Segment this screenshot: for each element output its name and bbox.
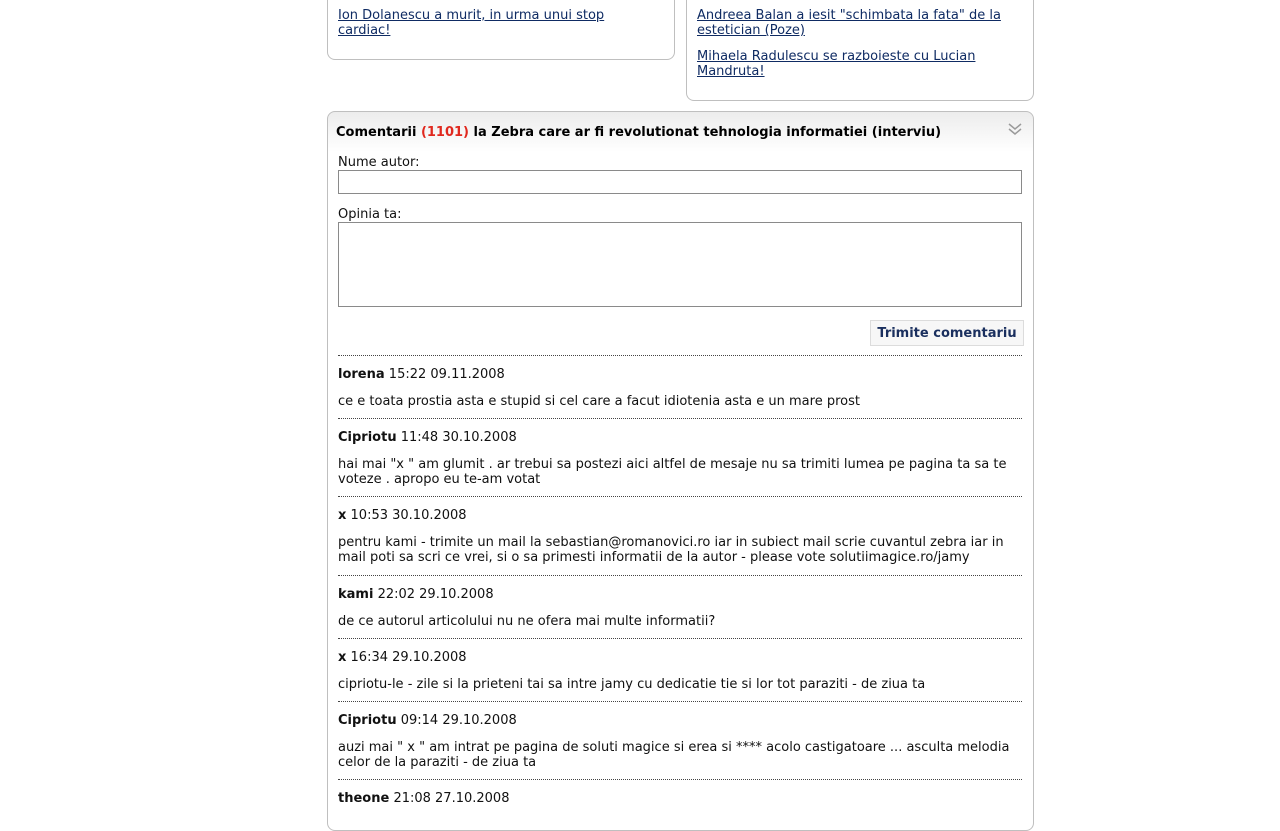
comments-heading-prefix: Comentarii bbox=[336, 125, 417, 140]
comment-datetime: 10:53 30.10.2008 bbox=[350, 508, 467, 523]
comment-text: de ce autorul articolului nu ne ofera mai multe informatii? bbox=[338, 614, 716, 629]
comment-count: (1101) bbox=[420, 125, 470, 140]
author-name-input[interactable] bbox=[338, 170, 1022, 194]
related-articles-box-left bbox=[327, 0, 675, 60]
comments-heading-suffix: la Zebra care ar fi revolutionat tehnologia informatiei (interviu) bbox=[473, 125, 942, 140]
divider bbox=[338, 418, 1022, 419]
divider bbox=[338, 575, 1022, 576]
related-articles-box-right bbox=[686, 0, 1034, 101]
comment-meta bbox=[338, 587, 494, 602]
opinion-textarea[interactable] bbox=[338, 222, 1022, 307]
comment-meta bbox=[338, 713, 517, 728]
divider bbox=[338, 638, 1022, 639]
divider bbox=[338, 496, 1022, 497]
comment-author: Cipriotu bbox=[338, 430, 397, 445]
comment-meta bbox=[338, 791, 509, 806]
comment-meta bbox=[338, 430, 517, 445]
opinion-label: Opinia ta: bbox=[338, 207, 402, 222]
related-article-link[interactable]: Andreea Balan a iesit "schimbata la fata" de la estetician (Poze) bbox=[697, 8, 1001, 38]
comment-meta bbox=[338, 367, 505, 382]
comment-datetime: 21:08 27.10.2008 bbox=[393, 791, 510, 806]
comment-author: x bbox=[338, 650, 347, 665]
comment-datetime: 15:22 09.11.2008 bbox=[388, 367, 505, 382]
comment-datetime: 11:48 30.10.2008 bbox=[400, 430, 517, 445]
comment-meta bbox=[338, 508, 467, 523]
comment-author: lorena bbox=[338, 367, 385, 382]
comment-text: pentru kami - trimite un mail la sebastian@romanovici.ro iar in subiect mail scrie cuvantul zebra iar in mail poti sa scri ce vrei, si o sa primesti informatii de la autor - please vote solutiimagice.ro/jamy bbox=[338, 535, 1004, 565]
comments-panel bbox=[327, 111, 1034, 831]
related-article-link[interactable]: Ion Dolanescu a murit, in urma unui stop cardiac! bbox=[338, 8, 605, 38]
comment-text: cipriotu-le - zile si la prieteni tai sa intre jamy cu dedicatie tie si lor tot paraziti - de ziua ta bbox=[338, 677, 926, 692]
submit-comment-button[interactable]: Trimite comentariu bbox=[870, 320, 1024, 346]
divider bbox=[338, 701, 1022, 702]
comment-author: x bbox=[338, 508, 347, 523]
comment-datetime: 16:34 29.10.2008 bbox=[350, 650, 467, 665]
related-article-link[interactable]: Mihaela Radulescu se razboieste cu Lucian Mandruta! bbox=[697, 49, 976, 79]
comment-text: auzi mai " x " am intrat pe pagina de soluti magice si erea si **** acolo castigatoare ... asculta melodia celor de la paraziti - de ziua ta bbox=[338, 740, 1010, 770]
comment-text: hai mai "x " am glumit . ar trebui sa postezi aici altfel de mesaje nu sa trimiti lumea pe pagina ta sa te voteze . apropo eu te-am votat bbox=[338, 457, 1007, 487]
comment-text: ce e toata prostia asta e stupid si cel care a facut idiotenia asta e un mare prost bbox=[338, 394, 860, 409]
comment-author: kami bbox=[338, 587, 374, 602]
author-label: Nume autor: bbox=[338, 155, 420, 170]
comment-meta bbox=[338, 650, 467, 665]
comment-author: theone bbox=[338, 791, 390, 806]
comment-datetime: 09:14 29.10.2008 bbox=[400, 713, 517, 728]
divider bbox=[338, 355, 1022, 356]
comment-author: Cipriotu bbox=[338, 713, 397, 728]
comments-heading bbox=[336, 125, 941, 140]
comment-datetime: 22:02 29.10.2008 bbox=[377, 587, 494, 602]
collapse-chevron-icon[interactable] bbox=[1007, 122, 1023, 136]
divider bbox=[338, 779, 1022, 780]
